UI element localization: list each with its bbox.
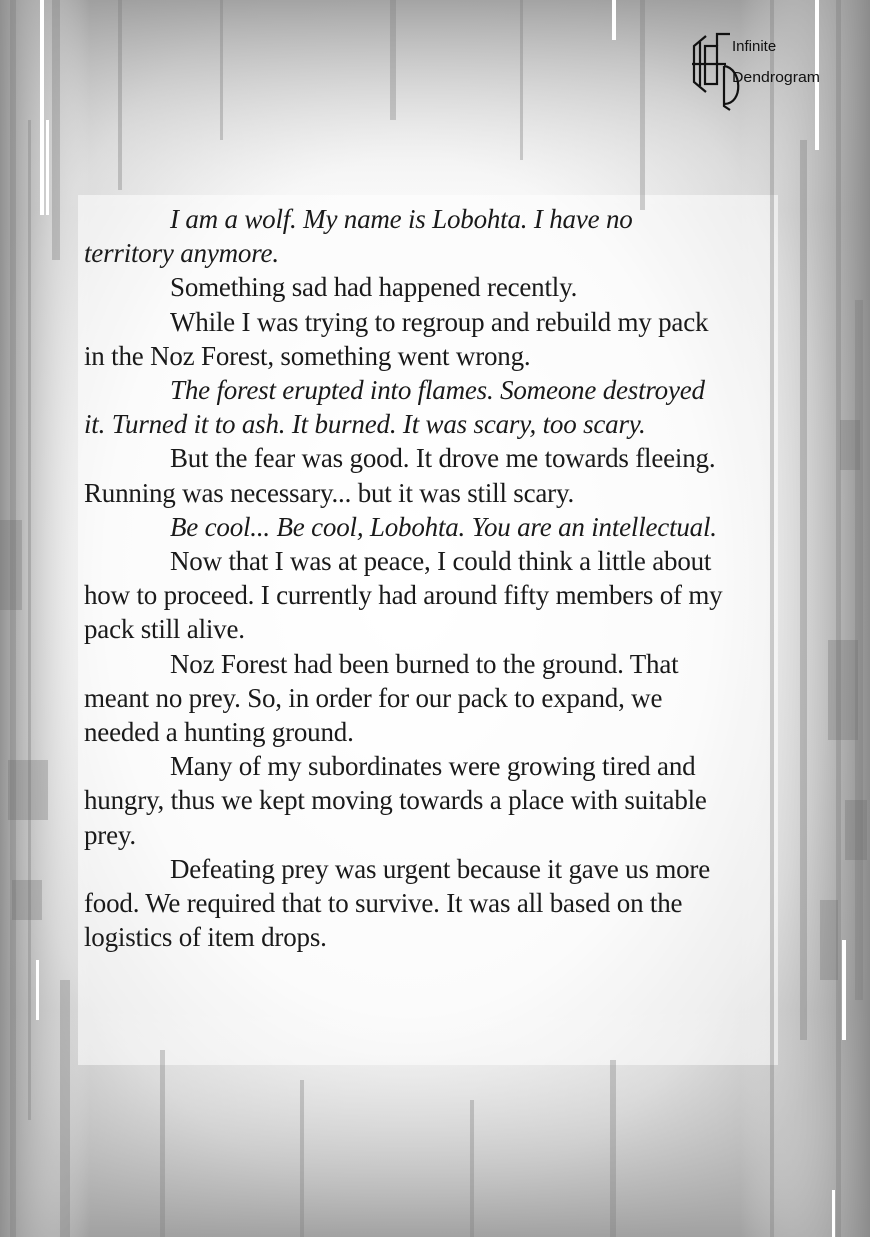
paragraph: Something sad had happened recently. [170,272,578,303]
paragraph: Be cool... Be cool, Lobohta. You are an intellectual. [170,511,717,542]
paragraph: Now that I was at peace, I could think a little about how to proceed. I currently had around fifty members of my pack still alive. [84,546,723,645]
paragraph: I am a wolf. My name is Lobohta. I have no territory anymore. [84,204,633,269]
paragraph: The forest erupted into flames. Someone destroyed it. Turned it to ash. It burned. It was scary, too scary. [84,375,705,440]
paragraph: While I was trying to regroup and rebuild my pack in the Noz Forest, something went wrong. [84,306,709,371]
svg-text:Dendrogram: Dendrogram [732,69,820,86]
svg-text:Infinite: Infinite [732,38,777,55]
paragraph: Many of my subordinates were growing tired and hungry, thus we kept moving towards a place with suitable prey. [84,751,707,850]
paragraph: Defeating prey was urgent because it gave us more food. We required that to survive. It was all based on the logistics of item drops. [84,853,710,953]
paragraph: But the fear was good. It drove me towards fleeing. Running was necessary... but it was still scary. [84,443,716,508]
paragraph: Noz Forest had been burned to the ground. That meant no prey. So, in order for our pack to expand, we needed a hunting ground. [84,648,679,748]
infinite-dendrogram-logo [686,24,824,112]
story-text [84,202,724,954]
